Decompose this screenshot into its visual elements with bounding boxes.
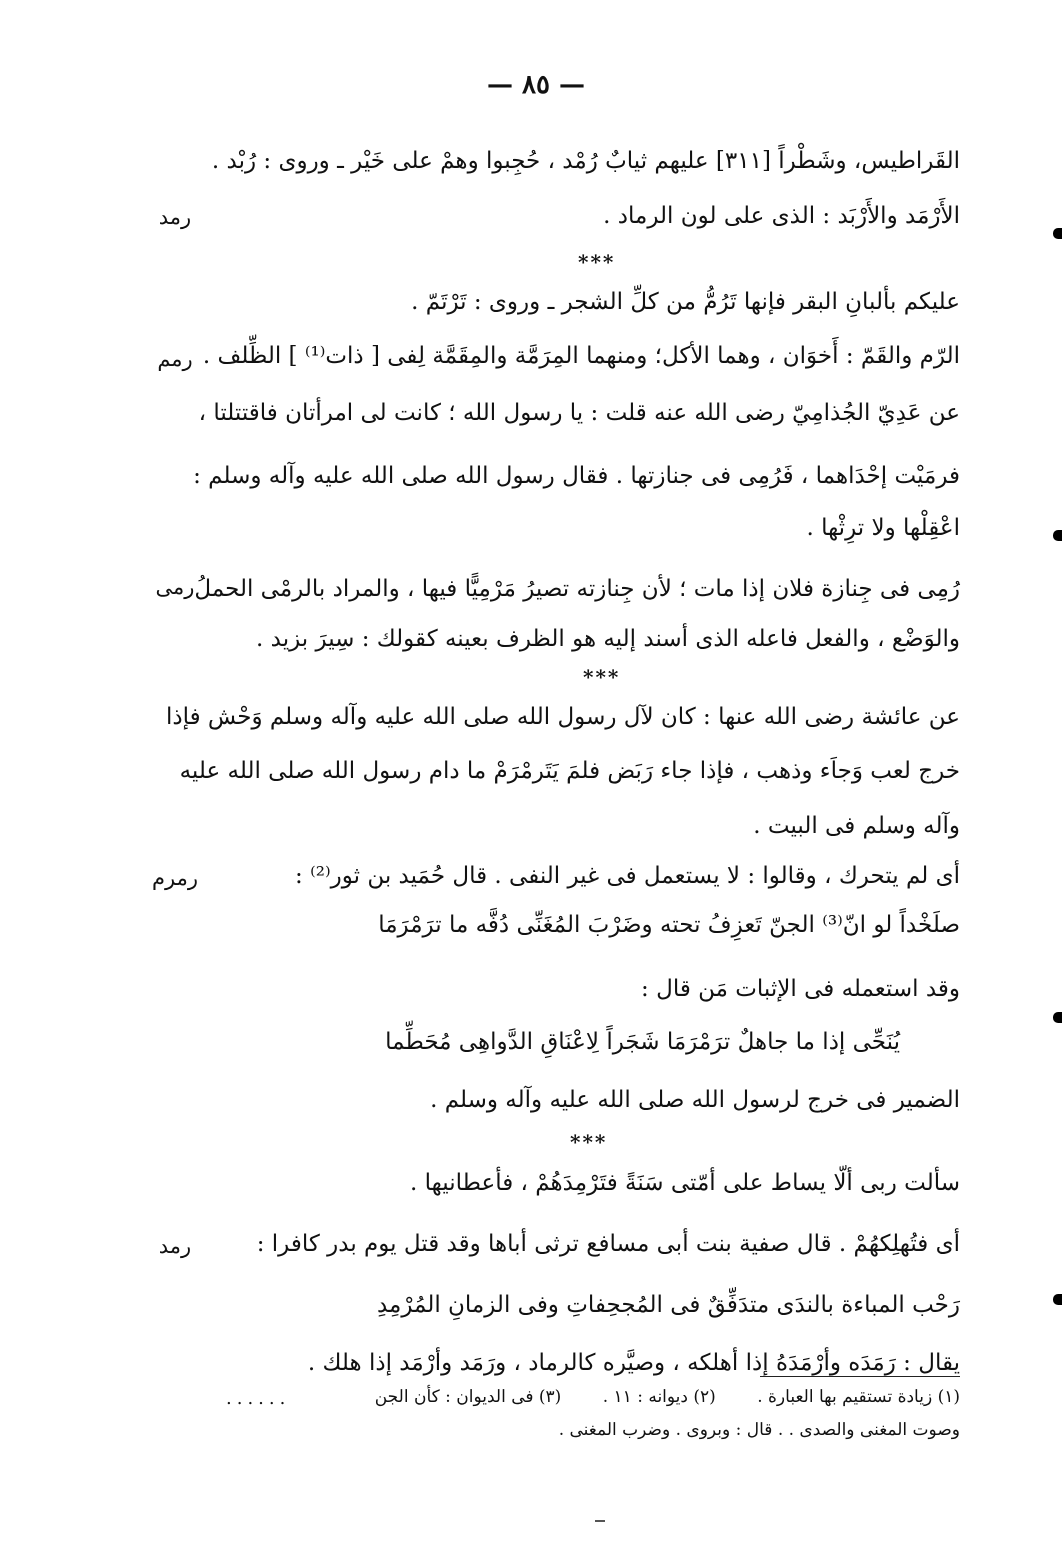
text-line: عليكم بألبانِ البقر فإنها تَرُمُّ من كلِّ الشجر ـ وروى : تَرْتَمّ . [411,289,960,315]
text-line: أى فتُهلِكهُمْ . قال صفية بنت أبى مسافع ترثى أباها وقد قتل يوم بدر كافرا : [256,1231,960,1257]
text-line: أى لم يتحرك ، وقالوا : لا يستعمل فى غير النفى . قال حُمَيد بن ثور⁽²⁾ : [295,863,960,889]
text-line: وقد استعمله فى الإثبات مَن قال : [641,976,960,1002]
margin-note-ramad: رمد [158,205,192,229]
page-edge-mark [1053,1012,1062,1023]
text-line: سألت ربى ألّا يساط على أمّتى سَنَةً فتَرْمِدَهُمْ ، فأعطانيها . [410,1170,960,1196]
margin-note-ramad-2: رمد [158,1234,192,1258]
footnotes-line-2: وصوت المغنى والصدى . . قال : وبروى . وضرب المغنى . [558,1420,960,1440]
footnote-ellipsis: ...... [226,1388,291,1409]
footnote-3: (٣) فى الديوان : كأن الجن [374,1387,562,1407]
margin-note-ramram: رمرم [152,866,198,890]
page-edge-mark [1053,530,1062,541]
verse-line: رَحْب المباءة بالندَى متدَفِّقٌ فى المُجحِفاتِ وفى الزمانِ المُرْمِدِ [376,1292,960,1318]
text-line: اعْقِلْها ولا ترِثْها . [806,515,960,541]
text-line: والوَضْع ، والفعل فاعله الذى أسند إليه هو الظرف بعينه كقولك : سِيرَ بزيد . [256,626,960,652]
footnote-1: (١) زيادة تستقيم بها العبارة . [757,1387,960,1407]
page-number: — ٨٥ — [486,70,586,100]
text-line: فرمَيْت إحْدَاهما ، فَرُمِى فى جنازتها . فقال رسول الله صلى الله عليه وآله وسلم : [193,463,960,489]
text-line: يقال : رَمَدَه وأرْمَدَهُ إذا أهلكه ، وصيَّره كالرماد ، ورَمَد وأرْمَد إذا هلك . [307,1350,960,1376]
text-line: رُمِى فى جِنازة فلان إذا مات ؛ لأن جِنازته تصيرُ مَرْمِيًّا فيها ، والمراد بالرمْى الحملُ [194,576,960,602]
scan-mark [595,1520,605,1522]
text-line: الأَرْمَد والأَرْبَد : الذى على لون الرماد . [603,203,960,229]
text-line: خرج لعب وَجاَء وذهب ، فإذا جاء رَبَض فلمَ يَتَرمْرَمْ ما دام رسول الله صلى الله عليه [179,758,960,784]
page-edge-mark [1053,1294,1062,1305]
text-line: القَراطيس، وشَطْراً [٣١١] عليهم ثيابٌ رُمْد ، حُجِبوا وهمْ على خَيْر ـ وروى : رُبْد . [211,148,960,174]
section-separator: *** [570,1130,608,1154]
page-edge-mark [1053,228,1062,239]
footnote-rule [760,1376,960,1377]
text-line: وآله وسلم فى البيت . [753,813,960,839]
verse-line: صلَخْداً لو انّ⁽³⁾ الجنّ تَعزِفُ تحته وضَرْبَ المُغَنِّى دُفَّه ما ترَمْرَمَا [378,912,960,938]
text-line: عن عَدِيّ الجُذامِيّ رضى الله عنه قلت : يا رسول الله ؛ كانت لى امرأتان فاقتتلتا ، [198,400,960,426]
verse-line: يُنَحِّى إذا ما جاهلٌ ترَمْرَمَا شَجَراً لِاعْنَاقِ الدَّواهِى مُحَطِّما [385,1029,900,1055]
margin-note-rama: رمى [155,575,195,599]
text-line: عن عائشة رضى الله عنها : كان لآل رسول الله صلى الله عليه وآله وسلم وَحْش فإذا [165,704,960,730]
text-line: الضمير فى خرج لرسول الله صلى الله عليه وآله وسلم . [430,1087,960,1113]
text-line: الرّم والقَمّ : أَخوَان ، وهما الأكل؛ ومنهما المِرَمَّة والمِقَمَّة لِفى [ ذات⁽¹⁾ ] الظِّلف . [202,343,960,369]
footnotes-line-1 [220,1385,960,1409]
margin-note-ramm: رمم [157,347,193,371]
section-separator: *** [578,250,616,274]
footnote-2: (٢) ديوانه : ١١ . [602,1387,716,1407]
section-separator: *** [583,665,621,689]
